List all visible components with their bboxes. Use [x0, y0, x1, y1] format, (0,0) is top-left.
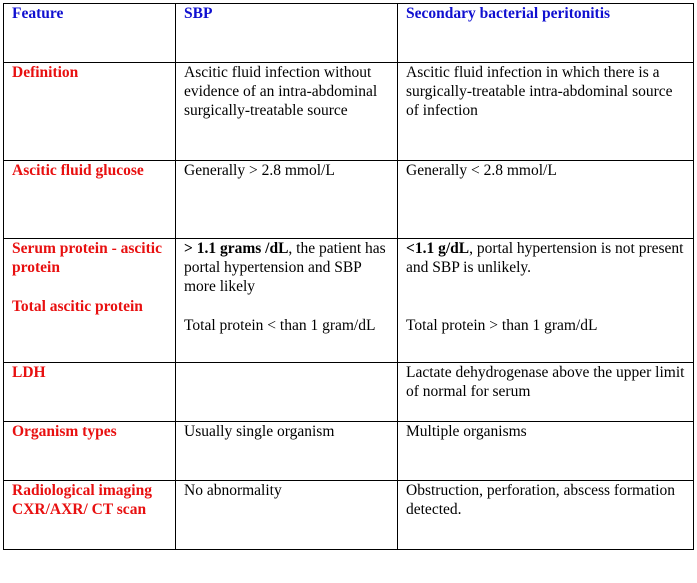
- table-row-ldh: [4, 363, 694, 422]
- spacer: [12, 277, 169, 297]
- secondary-imaging: Obstruction, perforation, abscess formation detected.: [398, 481, 694, 550]
- table-row-glucose: [4, 161, 694, 239]
- comparison-table: [3, 3, 694, 550]
- header-row: [4, 4, 694, 63]
- sbp-glucose: Generally > 2.8 mmol/L: [176, 161, 398, 239]
- sbp-ldh: [176, 363, 398, 422]
- secondary-definition: Ascitic fluid infection in which there is a surgically-treatable intra-abdominal source of infection: [398, 63, 694, 161]
- feature-definition: Definition: [4, 63, 176, 161]
- feature-imaging: Radiological imaging CXR/AXR/ CT scan: [4, 481, 176, 550]
- secondary-ldh: Lactate dehydrogenase above the upper limit of normal for serum: [398, 363, 694, 422]
- feature-serum-protein: Serum protein - ascitic protein: [12, 240, 162, 276]
- sbp-serum-protein: [184, 240, 386, 295]
- sbp-organism: Usually single organism: [176, 422, 398, 481]
- feature-protein-cell: [4, 239, 176, 363]
- secondary-glucose: Generally < 2.8 mmol/L: [398, 161, 694, 239]
- secondary-serum-protein-threshold: <1.1 g/dL: [406, 240, 470, 257]
- sbp-serum-protein-text: , the patient has portal hypertension and SBP more likely: [184, 240, 386, 295]
- secondary-total-protein: Total protein > than 1 gram/dL: [406, 317, 598, 334]
- feature-total-protein: Total ascitic protein: [12, 298, 143, 315]
- sbp-protein-cell: [176, 239, 398, 363]
- sbp-imaging: No abnormality: [176, 481, 398, 550]
- secondary-serum-protein: [406, 240, 683, 276]
- secondary-protein-cell: [398, 239, 694, 363]
- spacer: [406, 277, 687, 316]
- header-sbp: SBP: [176, 4, 398, 63]
- secondary-serum-protein-text: , portal hypertension is not present and SBP is unlikely.: [406, 240, 684, 276]
- header-secondary: Secondary bacterial peritonitis: [398, 4, 694, 63]
- feature-ldh: LDH: [4, 363, 176, 422]
- table-row-imaging: [4, 481, 694, 550]
- feature-glucose: Ascitic fluid glucose: [4, 161, 176, 239]
- sbp-serum-protein-threshold: > 1.1 grams /dL: [184, 240, 289, 257]
- header-feature: Feature: [4, 4, 176, 63]
- table-row-definition: [4, 63, 694, 161]
- sbp-total-protein: Total protein < than 1 gram/dL: [184, 317, 376, 334]
- table-row-organism: [4, 422, 694, 481]
- table-row-protein: [4, 239, 694, 363]
- sbp-definition: Ascitic fluid infection without evidence of an intra-abdominal surgically-treatable source: [176, 63, 398, 161]
- secondary-organism: Multiple organisms: [398, 422, 694, 481]
- spacer: [184, 296, 391, 316]
- feature-organism: Organism types: [4, 422, 176, 481]
